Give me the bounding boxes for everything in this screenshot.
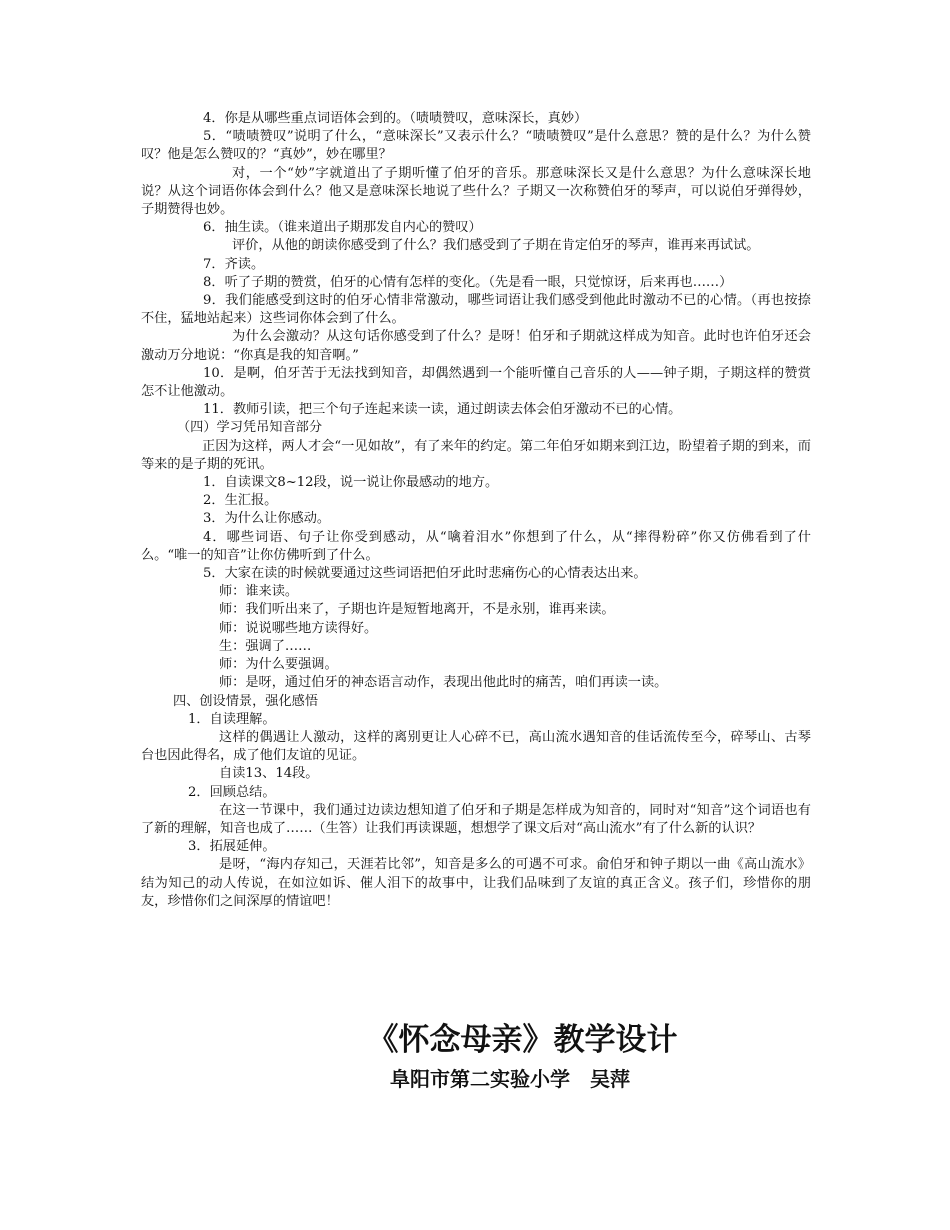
- paragraph-line: 师：为什么要强调。: [219, 657, 338, 673]
- paragraph-line: 为什么会激动？从这句话你感受到了什么？是呀！伯牙和子期就这样成为知音。此时也许伯牙还会激动万分地说：“你真是我的知音啊。”: [141, 329, 811, 363]
- paragraph-line: 正因为这样，两人才会“一见如故”，有了来年的约定。第二年伯牙如期来到江边，盼望着子期的到来，而等来的是子期的死讯。: [141, 438, 811, 472]
- paragraph-line: 5．大家在读的时候就要通过这些词语把伯牙此时悲痛伤心的心情表达出来。: [203, 566, 647, 582]
- paragraph-line: 5．“啧啧赞叹”说明了什么，“意味深长”又表示什么？“啧啧赞叹”是什么意思？赞的是什么？为什么赞叹？他是怎么赞叹的？“真妙”，妙在哪里？: [141, 129, 811, 163]
- paragraph-line: 11．教师引读，把三个句子连起来读一读，通过朗读去体会伯牙激动不已的心情。: [203, 402, 682, 418]
- paragraph-line: 四、创设情景，强化感悟: [173, 693, 319, 709]
- paragraph-line: 3．拓展延伸。: [188, 839, 276, 855]
- paragraph-line: 8．听了子期的赞赏，伯牙的心情有怎样的变化。（先是看一眼，只觉惊讶，后来再也……）: [203, 274, 733, 290]
- paragraph-line: （四）学习凭吊知音部分: [177, 420, 323, 436]
- paragraph-line: 师：我们听出来了，子期也许是短暂地离开，不是永别，谁再来读。: [219, 602, 615, 618]
- paragraph-line: 这样的偶遇让人激动，这样的离别更让人心碎不已，高山流水遇知音的佳话流传至今，碎琴山、古琴台也因此得名，成了他们友谊的见证。: [141, 729, 811, 764]
- paragraph-line: 6．抽生读。（谁来道出子期那发自内心的赞叹）: [203, 220, 482, 236]
- lesson-body-text: [141, 110, 811, 911]
- paragraph-line: 7．齐读。: [203, 256, 265, 272]
- paragraph-line: 4．你是从哪些重点词语体会到的。（啧啧赞叹，意味深长，真妙）: [203, 111, 588, 126]
- paragraph-line: 师：说说哪些地方读得好。: [219, 620, 378, 636]
- paragraph-line: 对，一个“妙”字就道出了子期听懂了伯牙的音乐。那意味深长又是什么意思？为什么意味深长地说？从这个词语你体会到什么？他又是意味深长地说了些什么？子期又一次称赞伯牙的琴声，可以说伯牙弹得妙，子期赞得也妙。: [141, 165, 811, 218]
- paragraph-line: 生：强调了……: [219, 638, 312, 654]
- paragraph-line: 师：是呀，通过伯牙的神态语言动作，表现出他此时的痛苦，咱们再读一读。: [219, 675, 668, 691]
- paragraph-line: 9．我们能感受到这时的伯牙心情非常激动，哪些词语让我们感受到他此时激动不已的心情。（再也按捺不住，猛地站起来）这些词你体会到了什么。: [141, 293, 811, 327]
- paragraph-line: 1．自读课文8~12段，说一说让你最感动的地方。: [203, 475, 499, 491]
- paragraph-line: 10．是啊，伯牙苦于无法找到知音，却偶然遇到一个能听懂自己音乐的人——钟子期，子期这样的赞赏怎不让他激动。: [141, 365, 811, 400]
- paragraph-line: 3．为什么让你感动。: [203, 511, 331, 527]
- document-author-line: 阜阳市第二实验小学 吴萍: [390, 1067, 630, 1091]
- paragraph-line: 是呀，“海内存知己，天涯若比邻”，知音是多么的可遇不可求。俞伯牙和钟子期以一曲《高山流水》结为知己的动人传说，在如泣如诉、催人泪下的故事中，让我们品味到了友谊的真正含义。孩子们，珍惜你的朋友，珍惜你们之间深厚的情谊吧！: [141, 857, 811, 909]
- paragraph-line: 自读13、14段。: [219, 766, 319, 782]
- paragraph-line: 1．自读理解。: [188, 711, 276, 727]
- paragraph-line: 评价，从他的朗读你感受到了什么？我们感受到了子期在肯定伯牙的琴声，谁再来再试试。: [232, 238, 760, 254]
- paragraph-line: 2．生汇报。: [203, 493, 278, 509]
- paragraph-line: 师：谁来读。: [219, 584, 299, 600]
- paragraph-line: 2．回顾总结。: [188, 784, 276, 800]
- paragraph-line: 4．哪些词语、句子让你受到感动，从“噙着泪水”你想到了什么，从“摔得粉碎”你又仿佛看到了什么。“唯一的知音”让你仿佛听到了什么。: [141, 529, 811, 563]
- document-title: 《怀念母亲》教学设计: [367, 1022, 678, 1058]
- paragraph-line: 在这一节课中，我们通过边读边想知道了伯牙和子期是怎样成为知音的，同时对“知音”这个词语也有了新的理解，知音也成了……（生答）让我们再读课题，想想学了课文后对“高山流水”有了什么新的认识？: [141, 802, 811, 836]
